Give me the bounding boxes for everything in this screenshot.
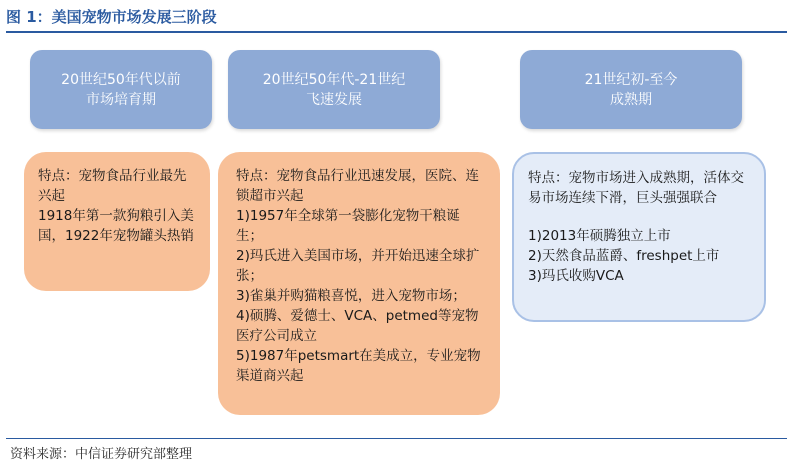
phase-2-desc-line-4: 3)雀巢并购猫粮喜悦，进入宠物市场； [236,288,466,304]
source-rule [6,438,787,439]
phase-3-desc-line-5: 3)玛氏收购VCA [528,268,624,284]
phase-2-desc-line-3: 2)玛氏进入美国市场，并开始迅速全球扩张； [236,248,480,284]
source-note: 资料来源：中信证券研究部整理 [10,447,193,462]
phase-3-label-line-2: 成熟期 [610,91,652,108]
phase-2-desc-line-2: 1)1957年全球第一袋膨化宠物干粮诞生； [236,208,460,244]
phase-2-label-line-2: 飞速发展 [306,91,362,108]
title-rule [6,31,787,33]
phase-1-desc-line-2: 1918年第一款狗粮引入美国，1922年宠物罐头热销 [38,208,194,244]
phase-2-desc-line-5: 4)硕腾、爱德士、VCA、petmed等宠物医疗公司成立 [236,308,479,344]
phase-3-label-line-1: 21世纪初-至今 [584,71,678,88]
phase-1-desc-line-1: 特点：宠物食品行业最先兴起 [38,168,187,204]
figure-title: 图 1：美国宠物市场发展三阶段 [6,8,217,26]
phase-3-box [520,50,742,129]
phase-3-desc-line-3: 1)2013年硕腾独立上市 [528,228,671,244]
phase-2-desc-line-1: 特点：宠物食品行业迅速发展，医院、连锁超市兴起 [236,168,479,204]
phase-1-label-line-1: 20世纪50年代以前 [61,71,181,88]
phase-1-box [30,50,212,129]
phase-2-label-line-1: 20世纪50年代-21世纪 [262,71,406,88]
phase-3-desc-gap [528,208,750,226]
phase-2-desc-line-6: 5)1987年petsmart在美成立，专业宠物渠道商兴起 [236,348,481,384]
phase-1-label-line-2: 市场培育期 [86,91,156,108]
phase-1-description [24,152,210,291]
phase-3-desc-line-4: 2)天然食品蓝爵、freshpet上市 [528,248,720,264]
phase-2-box [228,50,440,129]
phase-3-desc-line-1: 特点：宠物市场进入成熟期，活体交易市场连续下滑，巨头强强联合 [528,170,744,206]
phase-3-description [512,152,766,322]
phase-2-description [218,152,500,415]
